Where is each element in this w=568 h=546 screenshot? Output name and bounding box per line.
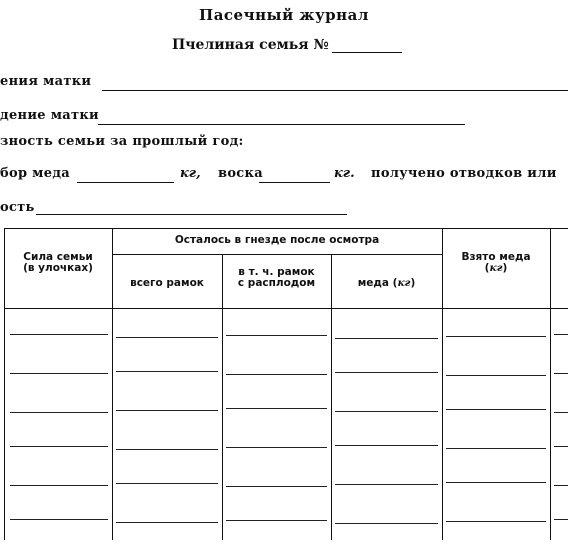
table-row-3-cell-4[interactable]	[335, 411, 438, 412]
queen-line-1-field[interactable]	[102, 90, 568, 91]
splits-label: получено отводков или	[371, 166, 557, 181]
table-row-1-cell-5[interactable]	[446, 336, 546, 337]
col-border-5	[550, 228, 551, 540]
table-row-5-cell-1[interactable]	[10, 485, 108, 486]
queen-line-1-label: ения матки	[0, 74, 92, 89]
col-border-0	[4, 228, 5, 540]
table-row-4-cell-4[interactable]	[335, 445, 438, 446]
table-row-2-cell-3[interactable]	[226, 374, 327, 375]
table-row-1-cell-6[interactable]	[554, 334, 568, 335]
table-row-2-cell-5[interactable]	[446, 375, 546, 376]
header-total-frames: всего рамок	[130, 277, 204, 289]
queen-line-2-field[interactable]	[98, 124, 465, 125]
honey-yield-label: бор меда	[0, 166, 71, 181]
table-row-6-cell-6[interactable]	[554, 519, 568, 520]
table-row-5-cell-5[interactable]	[446, 482, 546, 483]
table-row-4-cell-5[interactable]	[446, 448, 546, 449]
table-row-6-cell-4[interactable]	[335, 523, 438, 524]
table-row-3-cell-2[interactable]	[116, 410, 218, 411]
table-row-3-cell-6[interactable]	[554, 412, 568, 413]
table-row-5-cell-2[interactable]	[116, 483, 218, 484]
table-row-5-cell-4[interactable]	[335, 484, 438, 485]
header-remaining-group: Осталось в гнезде после осмотра	[174, 234, 380, 246]
page-title: Пасечный журнал	[199, 6, 369, 24]
table-row-1-cell-3[interactable]	[226, 335, 327, 336]
honey-yield-field[interactable]	[77, 182, 174, 183]
col-border-4	[442, 228, 443, 540]
family-number-field[interactable]	[332, 52, 402, 53]
queen-line-2-label: дение матки	[0, 108, 99, 123]
table-row-2-cell-2[interactable]	[116, 371, 218, 372]
table-row-3-cell-3[interactable]	[226, 408, 327, 409]
header-taken-honey: Взято меда (кг)	[461, 251, 531, 274]
productivity-label: зность семьи за прошлый год:	[0, 134, 244, 149]
col-border-1	[112, 228, 113, 540]
line-5-label: ость	[0, 200, 35, 215]
journal-table	[4, 228, 568, 540]
table-row-1-cell-2[interactable]	[116, 337, 218, 338]
header-bottom-border	[4, 308, 568, 309]
table-row-3-cell-1[interactable]	[10, 412, 108, 413]
table-row-1-cell-1[interactable]	[10, 334, 108, 335]
table-row-4-cell-1[interactable]	[10, 446, 108, 447]
group-header-divider	[112, 254, 442, 255]
header-strength: Сила семьи (в улочках)	[23, 251, 93, 274]
table-row-5-cell-3[interactable]	[226, 486, 327, 487]
table-row-6-cell-1[interactable]	[10, 519, 108, 520]
table-row-2-cell-4[interactable]	[335, 372, 438, 373]
family-number-label: Пчелиная семья №	[172, 37, 329, 53]
table-row-6-cell-5[interactable]	[446, 521, 546, 522]
table-row-6-cell-3[interactable]	[226, 520, 327, 521]
table-row-1-cell-4[interactable]	[335, 338, 438, 339]
table-row-4-cell-6[interactable]	[554, 446, 568, 447]
header-honey: меда (кг)	[357, 277, 416, 289]
wax-unit: кг.	[334, 166, 355, 181]
line-5-field[interactable]	[36, 214, 347, 215]
table-row-5-cell-6[interactable]	[554, 485, 568, 486]
table-row-3-cell-5[interactable]	[446, 409, 546, 410]
header-brood-frames: в т. ч. рамок с расплодом	[237, 266, 316, 289]
honey-unit: кг,	[180, 166, 201, 181]
table-row-2-cell-6[interactable]	[554, 373, 568, 374]
table-row-4-cell-3[interactable]	[226, 447, 327, 448]
table-row-6-cell-2[interactable]	[116, 522, 218, 523]
table-top-border	[4, 228, 568, 229]
table-row-4-cell-2[interactable]	[116, 449, 218, 450]
wax-label: воска	[218, 166, 263, 181]
wax-field[interactable]	[259, 182, 330, 183]
table-row-2-cell-1[interactable]	[10, 373, 108, 374]
col-border-2	[222, 254, 223, 540]
col-border-3	[331, 254, 332, 540]
